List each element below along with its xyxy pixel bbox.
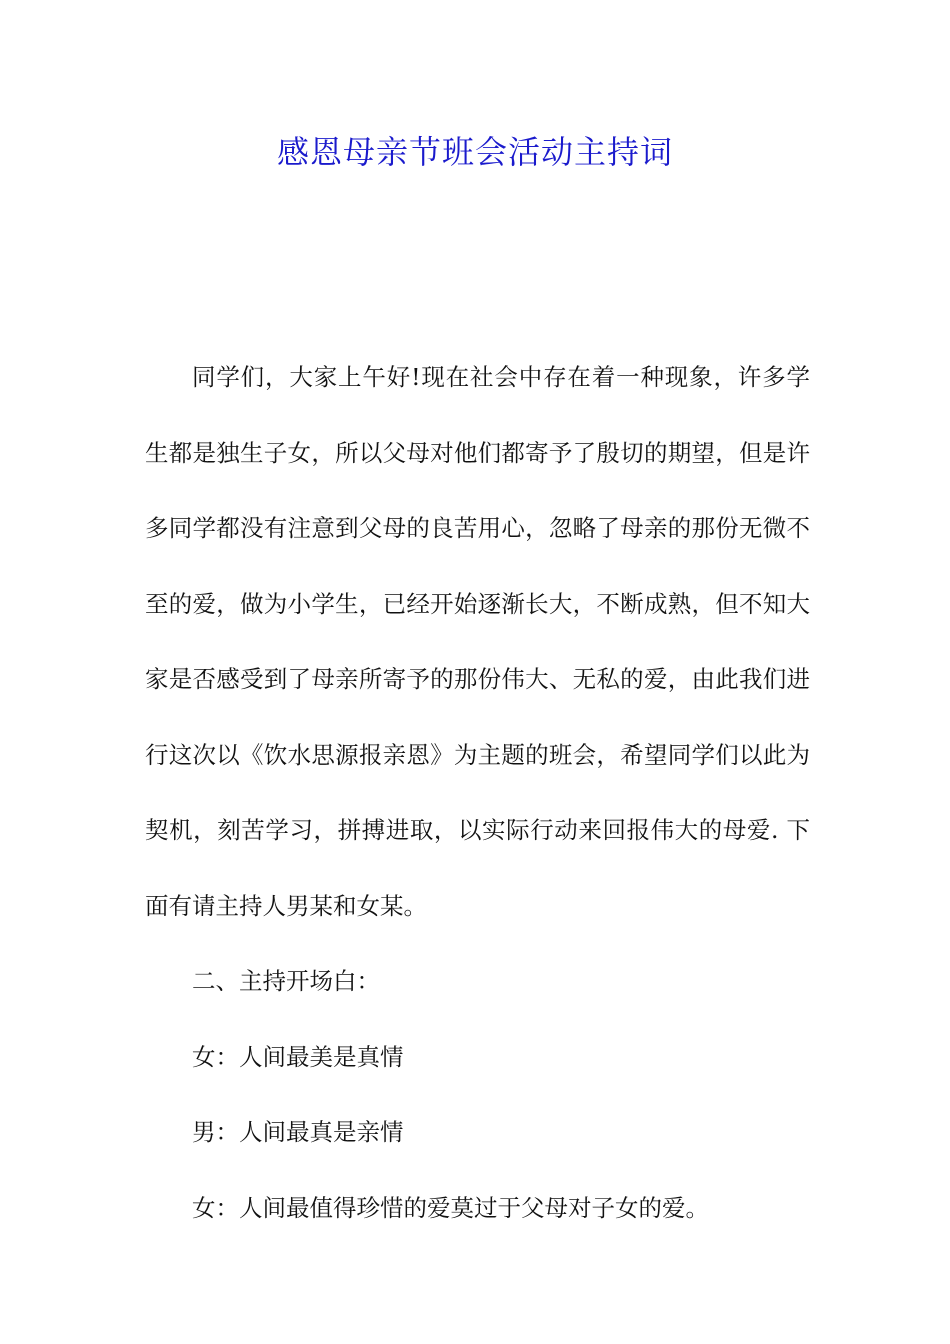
intro-paragraph: 同学们，大家上午好!现在社会中存在着一种现象，许多学生都是独生子女，所以父母对他们都寄予了殷切的期望，但是许多同学都没有注意到父母的良苦用心，忽略了母亲的那份无微不至的爱，做为小学生，已经开始逐渐长大，不断成熟，但不知大家是否感受到了母亲所寄予的那份伟大、无私的爱，由此我们进行这次以《饮水思源报亲恩》为主题的班会，希望同学们以此为契机，刻苦学习，拼搏进取，以实际行动来回报伟大的母爱. 下面有请主持人男某和女某。: [145, 363, 810, 920]
section-heading: 二、主持开场白：: [192, 967, 380, 995]
dialogue-line: 女：人间最美是真情: [192, 1042, 404, 1071]
dialogue-line: 男：人间最真是亲情: [192, 1118, 404, 1146]
dialogue-line: 女：人间最值得珍惜的爱莫过于父母对子女的爱。: [192, 1193, 709, 1222]
document-body: [145, 340, 810, 1246]
document-title: 感恩母亲节班会活动主持词: [276, 133, 673, 171]
